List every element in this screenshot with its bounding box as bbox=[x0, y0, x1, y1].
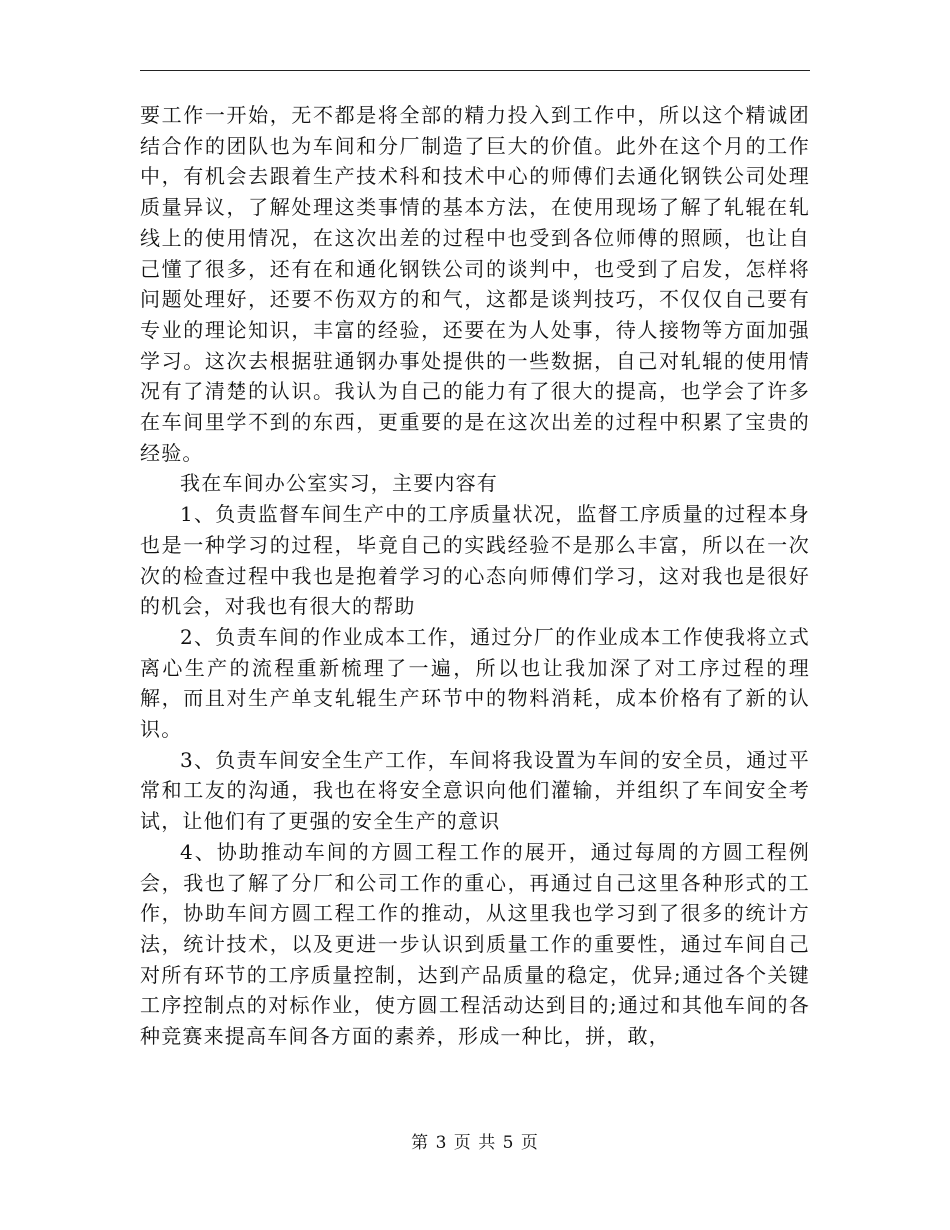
paragraph-item-4: 4、协助推动车间的方圆工程工作的展开，通过每周的方圆工程例会，我也了解了分厂和公司工作的重心，再通过自己这里各种形式的工作，协助车间方圆工程工作的推动，从这里我也学习到了很多的统计方法，统计技术，以及更进一步认识到质量工作的重要性，通过车间自己对所有环节的工序质量控制，达到产品质量的稳定，优异;通过各个关键工序控制点的对标作业，使方圆工程活动达到目的;通过和其他车间的各种竞赛来提高车间各方面的素养，形成一种比，拼，敢， bbox=[140, 839, 810, 1049]
header-rule bbox=[140, 70, 810, 71]
page-number-footer: 第 3 页 共 5 页 bbox=[411, 1133, 539, 1153]
document-body bbox=[140, 100, 810, 1052]
paragraph-item-1: 1、负责监督车间生产中的工序质量状况，监督工序质量的过程本身也是一种学习的过程，毕竟自己的实践经验不是那么丰富，所以在一次次的检查过程中我也是抱着学习的心态向师傅们学习，这对我也是很好的机会，对我也有很大的帮助 bbox=[140, 502, 810, 619]
paragraph-item-3: 3、负责车间安全生产工作，车间将我设置为车间的安全员，通过平常和工友的沟通，我也在将安全意识向他们灌输，并组织了车间安全考试，让他们有了更强的安全生产的意识 bbox=[140, 747, 810, 834]
paragraph-intro: 我在车间办公室实习，主要内容有 bbox=[180, 471, 498, 496]
paragraph-item-2: 2、负责车间的作业成本工作，通过分厂的作业成本工作使我将立式离心生产的流程重新梳理了一遍，所以也让我加深了对工序过程的理解，而且对生产单支轧辊生产环节中的物料消耗，成本价格有了新的认识。 bbox=[140, 624, 810, 742]
paragraph-continued: 要工作一开始，无不都是将全部的精力投入到工作中，所以这个精诚团结合作的团队也为车间和分厂制造了巨大的价值。此外在这个月的工作中，有机会去跟着生产技术科和技术中心的师傅们去通化钢铁公司处理质量异议，了解处理这类事情的基本方法，在使用现场了解了轧辊在轧线上的使用情况，在这次出差的过程中也受到各位师傅的照顾，也让自己懂了很多，还有在和通化钢铁公司的谈判中，也受到了启发，怎样将问题处理好，还要不伤双方的和气，这都是谈判技巧，不仅仅自己要有专业的理论知识，丰富的经验，还要在为人处事，待人接物等方面加强学习。这次去根据驻通钢办事处提供的一些数据，自己对轧辊的使用情况有了清楚的认识。我认为自己的能力有了很大的提高，也学会了许多在车间里学不到的东西，更重要的是在这次出差的过程中积累了宝贵的经验。 bbox=[140, 103, 810, 465]
